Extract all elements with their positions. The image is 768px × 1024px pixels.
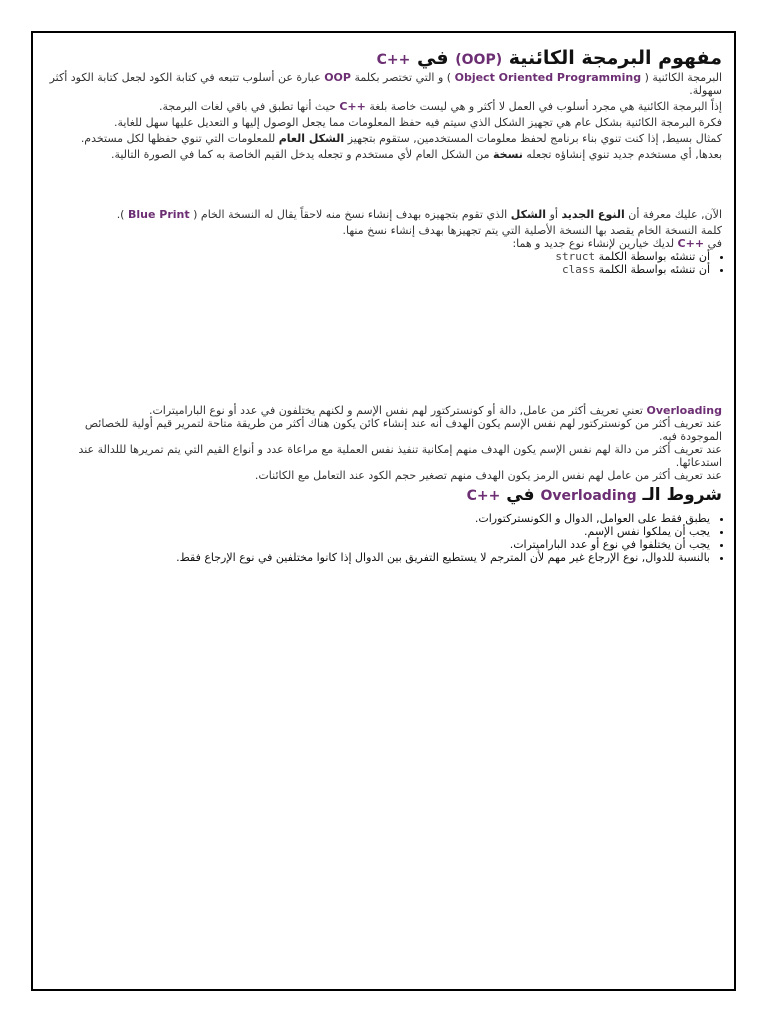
option-class-keyword: class <box>562 263 596 276</box>
intro-paragraph-1 <box>47 71 722 97</box>
intro-p1-e: عبارة عن أسلوب تتبعه في كتابة الكود لجعل كتابة الكود أكثر سهولة. <box>49 71 722 97</box>
blueprint-paragraph-1 <box>47 208 722 221</box>
bp-p1-new-type: النوع الجديد <box>561 208 625 221</box>
list-item <box>47 250 710 263</box>
list-item: • بالنسبة للدوال, نوع الإرجاع غير مهم لأن المترجم لا يستطيع التفريق بين الدوال إذا كانوا مختلفين في نوع الإرجاع فقط. <box>47 551 710 564</box>
option-struct-label: أن تنشئه بواسطة الكلمة <box>598 250 710 263</box>
option-class-label: أن تنشئه بواسطة الكلمة <box>598 263 710 276</box>
conditions-heading <box>47 485 722 506</box>
intro-p2-c: حيث أنها تطبق في باقي لغات البرمجة. <box>159 100 336 113</box>
intro-p4-bold: الشكل العام <box>278 132 345 145</box>
bp-p1-g: ). <box>116 208 125 221</box>
image-placeholder-2 <box>47 276 722 404</box>
intro-p2-cpp: C++ <box>339 100 366 113</box>
intro-p1-term: Object Oriented Programming <box>454 71 642 84</box>
new-type-options-list <box>47 250 722 276</box>
document-content <box>47 47 722 564</box>
intro-p4-c: للمعلومات التي تنوي حفظها لكل مستخدم. <box>80 132 276 145</box>
intro-paragraph-4 <box>47 132 722 145</box>
intro-p5-bold: نسخة <box>492 148 523 161</box>
overloading-paragraph-4: عند تعريف أكثر من عامل لهم نفس الرمز يكون الهدف منهم تصغير حجم الكود عند التعامل مع الكائنات. <box>254 469 722 482</box>
conditions-list <box>47 512 722 564</box>
intro-p1-c: ) و التي تختصر بكلمة <box>354 71 452 84</box>
intro-p5-c: من الشكل العام لأي مستخدم و تجعله يدخل القيم الخاصة به كما في الصورة التالية. <box>110 148 490 161</box>
intro-p5-a: بعدها, أي مستخدم جديد تنوي إنشاؤه تجعله <box>526 148 722 161</box>
intro-paragraph-3: فكرة البرمجة الكائنية بشكل عام هي تجهيز الشكل الذي سيتم فيه حفظ المعلومات مما يجعل الوصول إليها و التعديل عليها سهل للغاية. <box>113 116 722 129</box>
bp-p3-a: في <box>707 237 722 250</box>
bp-p3-cpp: C++ <box>677 237 705 250</box>
blueprint-paragraph-3 <box>47 237 722 250</box>
title-in: في <box>416 47 449 69</box>
bp-p1-or: أو <box>549 208 558 221</box>
overloading-paragraph-2: عند تعريف أكثر من كونستركتور لهم نفس الإسم يكون الهدف أنه عند إنشاء كائن يكون هناك أكثر من طريقة متاحة لتمرير قيم أولية للخصائص الموجودة فيه. <box>84 417 722 443</box>
title-text: مفهوم البرمجة الكائنية <box>508 47 722 69</box>
conditions-title-overloading: Overloading <box>540 488 637 504</box>
intro-p1-a: البرمجة الكائنية ( <box>644 71 722 84</box>
conditions-title-in: في <box>506 485 535 505</box>
intro-p2-a: إذاً البرمجة الكائنية هي مجرد أسلوب في العمل لا أكثر و هي ليست خاصة بلغة <box>369 100 722 113</box>
list-item: • يطبق فقط على العوامل, الدوال و الكونستركتورات. <box>47 512 710 525</box>
option-struct-keyword: struct <box>555 250 596 263</box>
title-oop: (OOP) <box>455 52 503 68</box>
page-title <box>47 47 722 71</box>
bp-p1-a: الآن, عليك معرفة أن <box>628 208 722 221</box>
list-item: • يجب أن يملكوا نفس الإسم. <box>47 525 710 538</box>
intro-p1-oop: OOP <box>324 71 351 84</box>
intro-paragraph-5 <box>47 148 722 161</box>
bp-p3-c: لديك خيارين لإنشاء نوع جديد و هما: <box>512 237 675 250</box>
list-item: • يجب أن يختلفوا في نوع أو عدد الباراميترات. <box>47 538 710 551</box>
conditions-title-cpp: C++ <box>466 488 501 504</box>
conditions-title-a: شروط الـ <box>642 485 722 505</box>
bp-p1-shape: الشكل <box>510 208 547 221</box>
blueprint-paragraph-2: كلمة النسخة الخام يقصد بها النسخة الأصلية التي يتم تجهيزها بهدف إنشاء نسخ منها. <box>342 224 722 237</box>
overloading-p1-text: تعني تعريف أكثر من عامل, دالة أو كونستركتور لهم نفس الإسم و لكنهم يختلفون في عدد أو نوع الباراميترات. <box>148 404 643 417</box>
overloading-term: Overloading <box>646 404 722 417</box>
bp-p1-blueprint: Blue Print <box>127 208 190 221</box>
document-page <box>31 31 736 991</box>
overloading-paragraph-3: عند تعريف أكثر من دالة لهم نفس الإسم يكون الهدف منهم إمكانية تنفيذ نفس العملية مع مراعاة عدد و أنواع القيم التي يتم تمريرها لللدالة عند استدعائها. <box>78 443 722 469</box>
list-item <box>47 263 710 276</box>
overloading-paragraph-1 <box>47 404 722 417</box>
intro-paragraph-2 <box>47 100 722 113</box>
bp-p1-e: الذي تقوم بتجهيزه بهدف إنشاء نسخ منه لاحقاً يقال له النسخة الخام ( <box>193 208 508 221</box>
intro-p4-a: كمثال بسيط, إذا كنت تنوي بناء برنامج لحفظ معلومات المستخدمين, ستقوم بتجهيز <box>347 132 722 145</box>
image-placeholder-1 <box>47 164 722 208</box>
title-cpp: C++ <box>376 52 411 68</box>
